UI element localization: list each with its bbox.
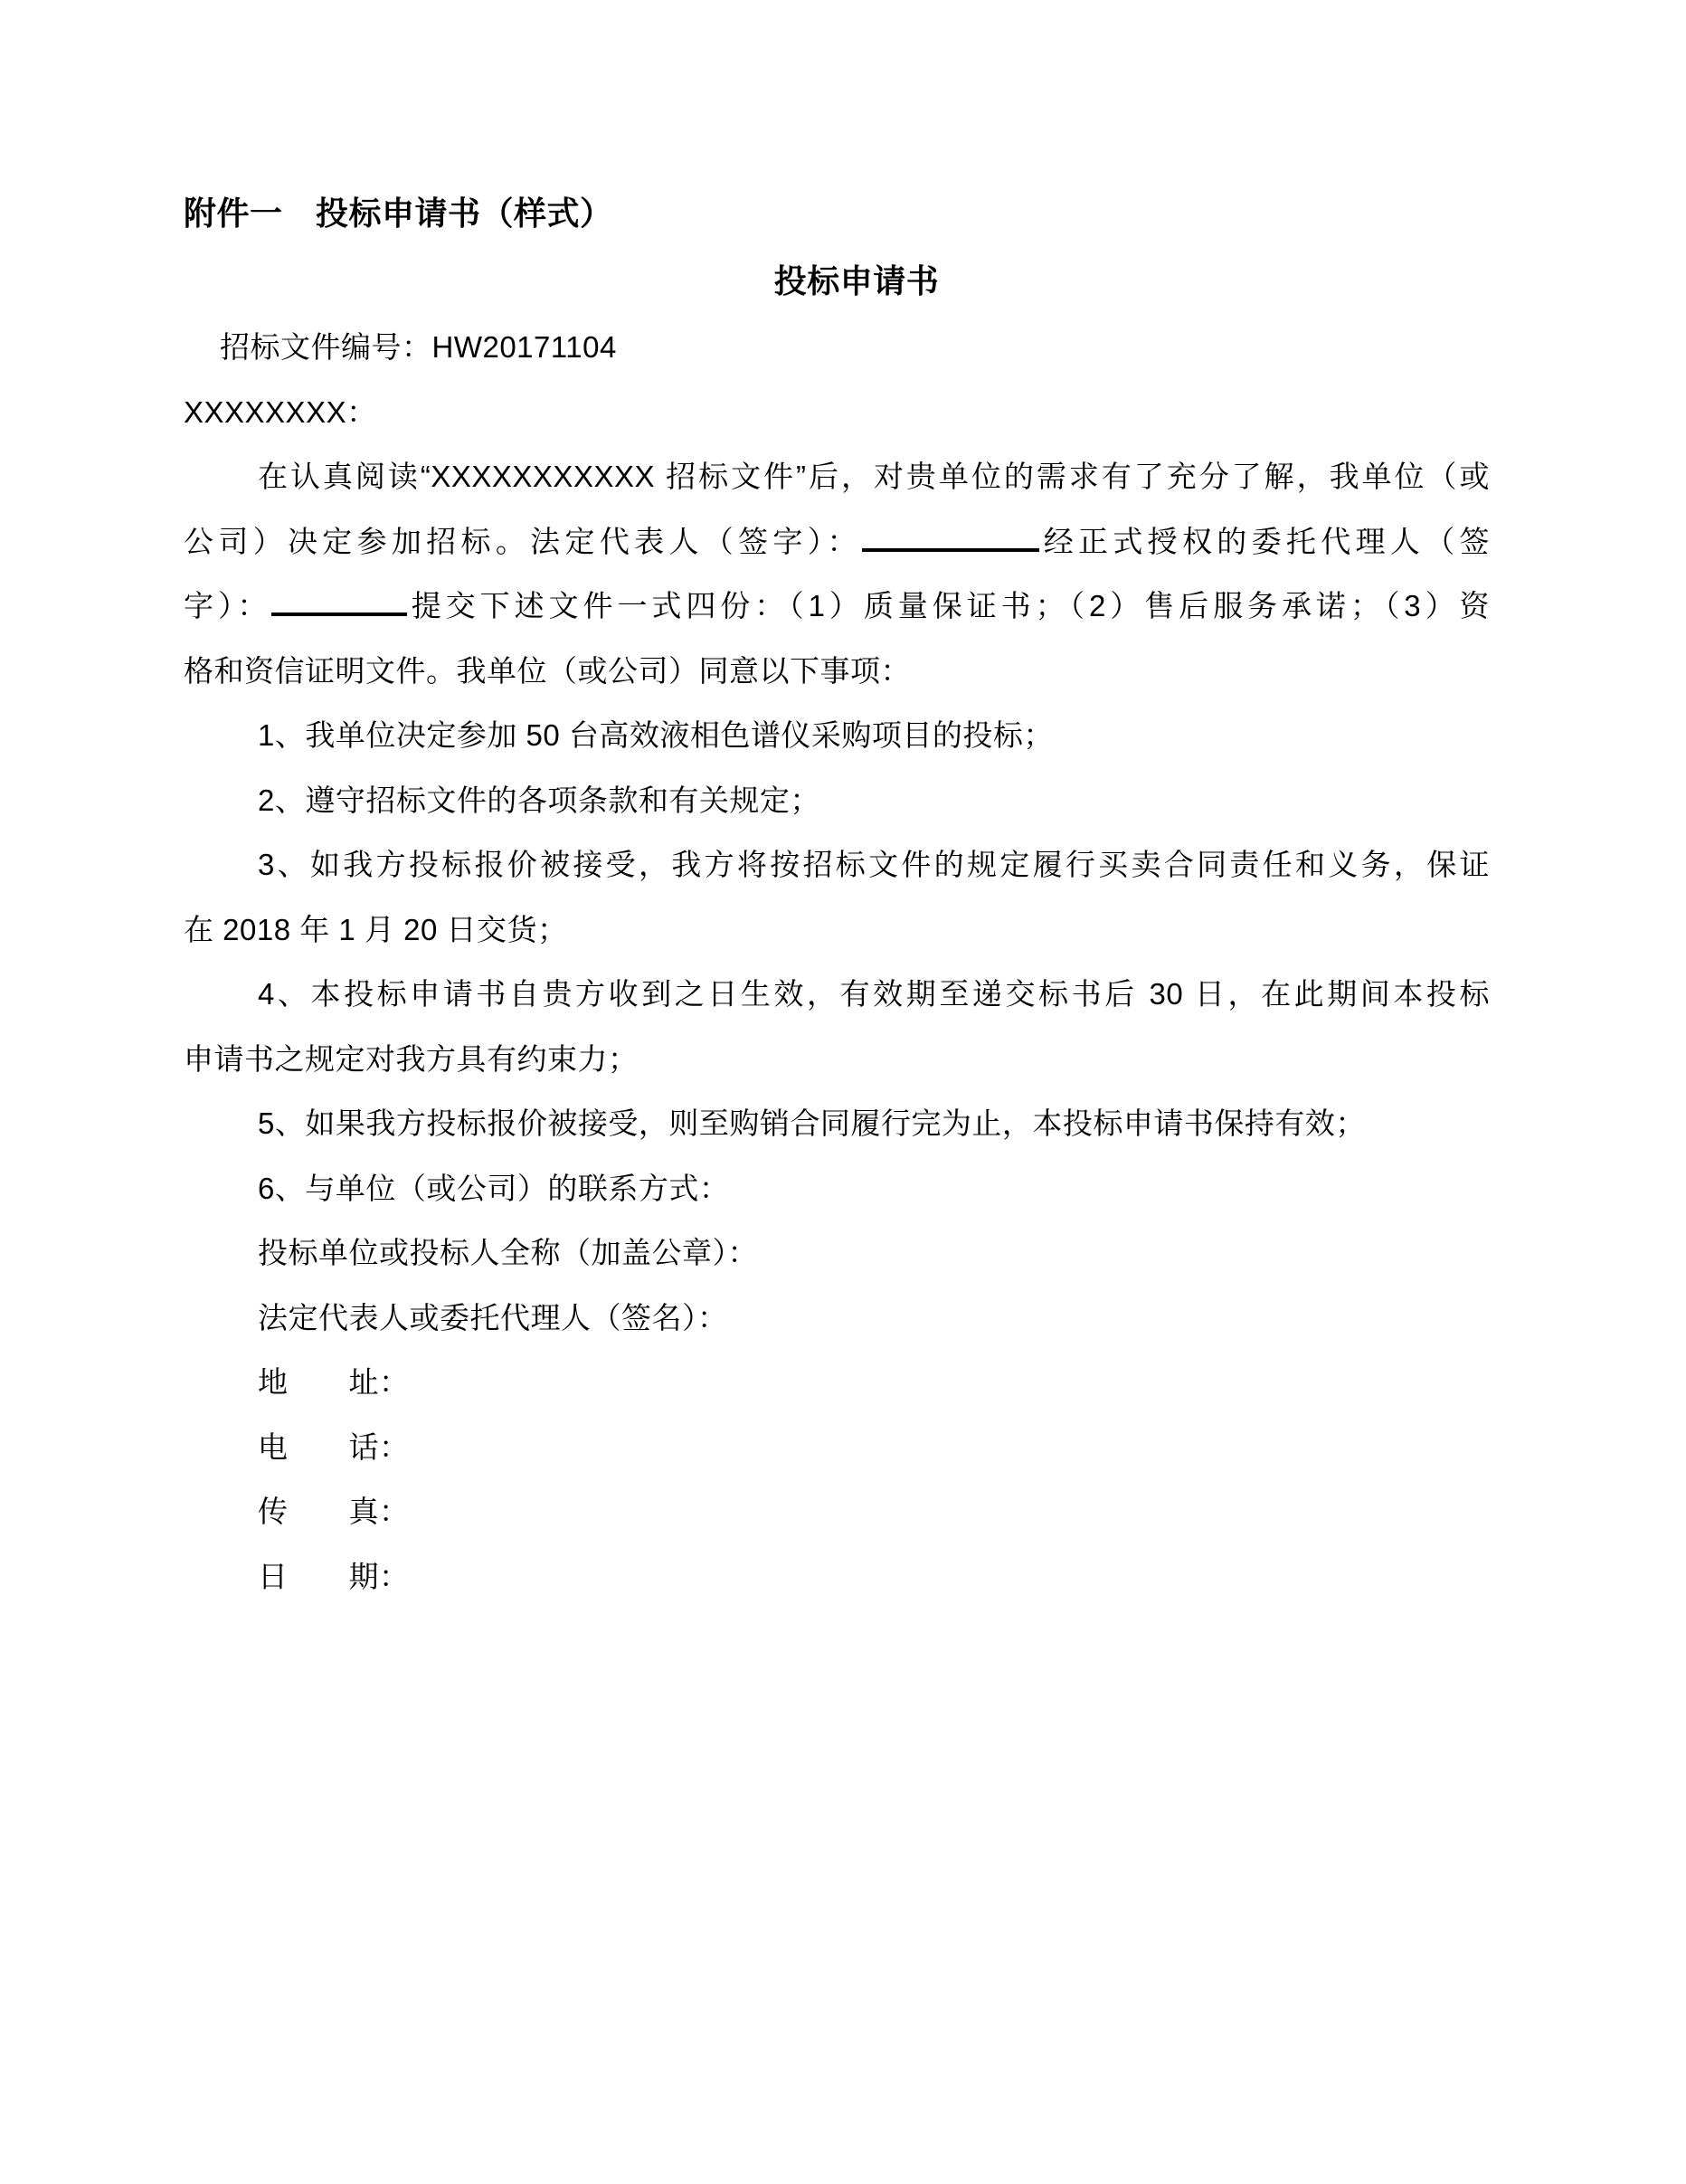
list-item-1: 1、我单位决定参加 50 台高效液相色谱仪采购项目的投标；: [258, 718, 1054, 752]
document-title: 投标申请书: [773, 262, 940, 299]
intro-line-1: 在认真阅读“XXXXXXXXXXX 招标文件”后，对贵单位的需求有了充分了解，我单位（或: [258, 460, 1490, 493]
list-item-2: 2、遵守招标文件的各项条款和有关规定；: [258, 783, 820, 817]
intro-line-3-text: 字）：: [184, 589, 272, 622]
list-item-6: 6、与单位（或公司）的联系方式：: [258, 1171, 730, 1205]
intro-line-2: [184, 509, 1490, 574]
intro-line-4: 格和资信证明文件。我单位（或公司）同意以下事项：: [184, 653, 911, 688]
address-line: 地 址：: [258, 1365, 410, 1399]
list-item-3-continuation: 在 2018 年 1 月 20 日交货；: [184, 912, 568, 946]
date-line: 日 期：: [258, 1559, 410, 1593]
list-item-3: 3、如我方投标报价被接受，我方将按招标文件的规定履行买卖合同责任和义务，保证: [258, 848, 1490, 881]
tender-doc-number-value: HW20171104: [431, 330, 617, 364]
tender-doc-number-line: [184, 315, 1490, 380]
company-name-line: 投标单位或投标人全称（加盖公章）：: [258, 1236, 758, 1269]
intro-line-2-text: 公司）决定参加招标。法定代表人（签字）：: [184, 524, 862, 558]
document-content: [184, 179, 1490, 1609]
attachment-heading: 附件一 投标申请书（样式）: [184, 195, 613, 232]
legal-rep-line: 法定代表人或委托代理人（签名）：: [258, 1300, 728, 1334]
tender-doc-number-label: 招标文件编号：: [220, 330, 432, 364]
fax-line: 传 真：: [258, 1495, 410, 1528]
legal-representative-signature-blank: [862, 522, 1039, 551]
list-item-4: 4、本投标申请书自贵方收到之日生效，有效期至递交标书后 30 日，在此期间本投标: [258, 977, 1490, 1011]
list-item-4-continuation: 申请书之规定对我方具有约束力；: [184, 1041, 639, 1076]
list-item-5: 5、如果我方投标报价被接受，则至购销合同履行完为止，本投标申请书保持有效；: [258, 1106, 1366, 1140]
intro-line-2-text-after: 经正式授权的委托代理人（签: [1038, 524, 1491, 558]
addressee-line: XXXXXXXX：: [184, 394, 377, 429]
agent-signature-blank: [271, 587, 407, 616]
phone-line: 电 话：: [258, 1429, 410, 1464]
intro-line-3: [184, 574, 1490, 639]
intro-line-3-text-after: 提交下述文件一式四份：（1）质量保证书；（2）售后服务承诺；（3）资: [407, 589, 1491, 622]
